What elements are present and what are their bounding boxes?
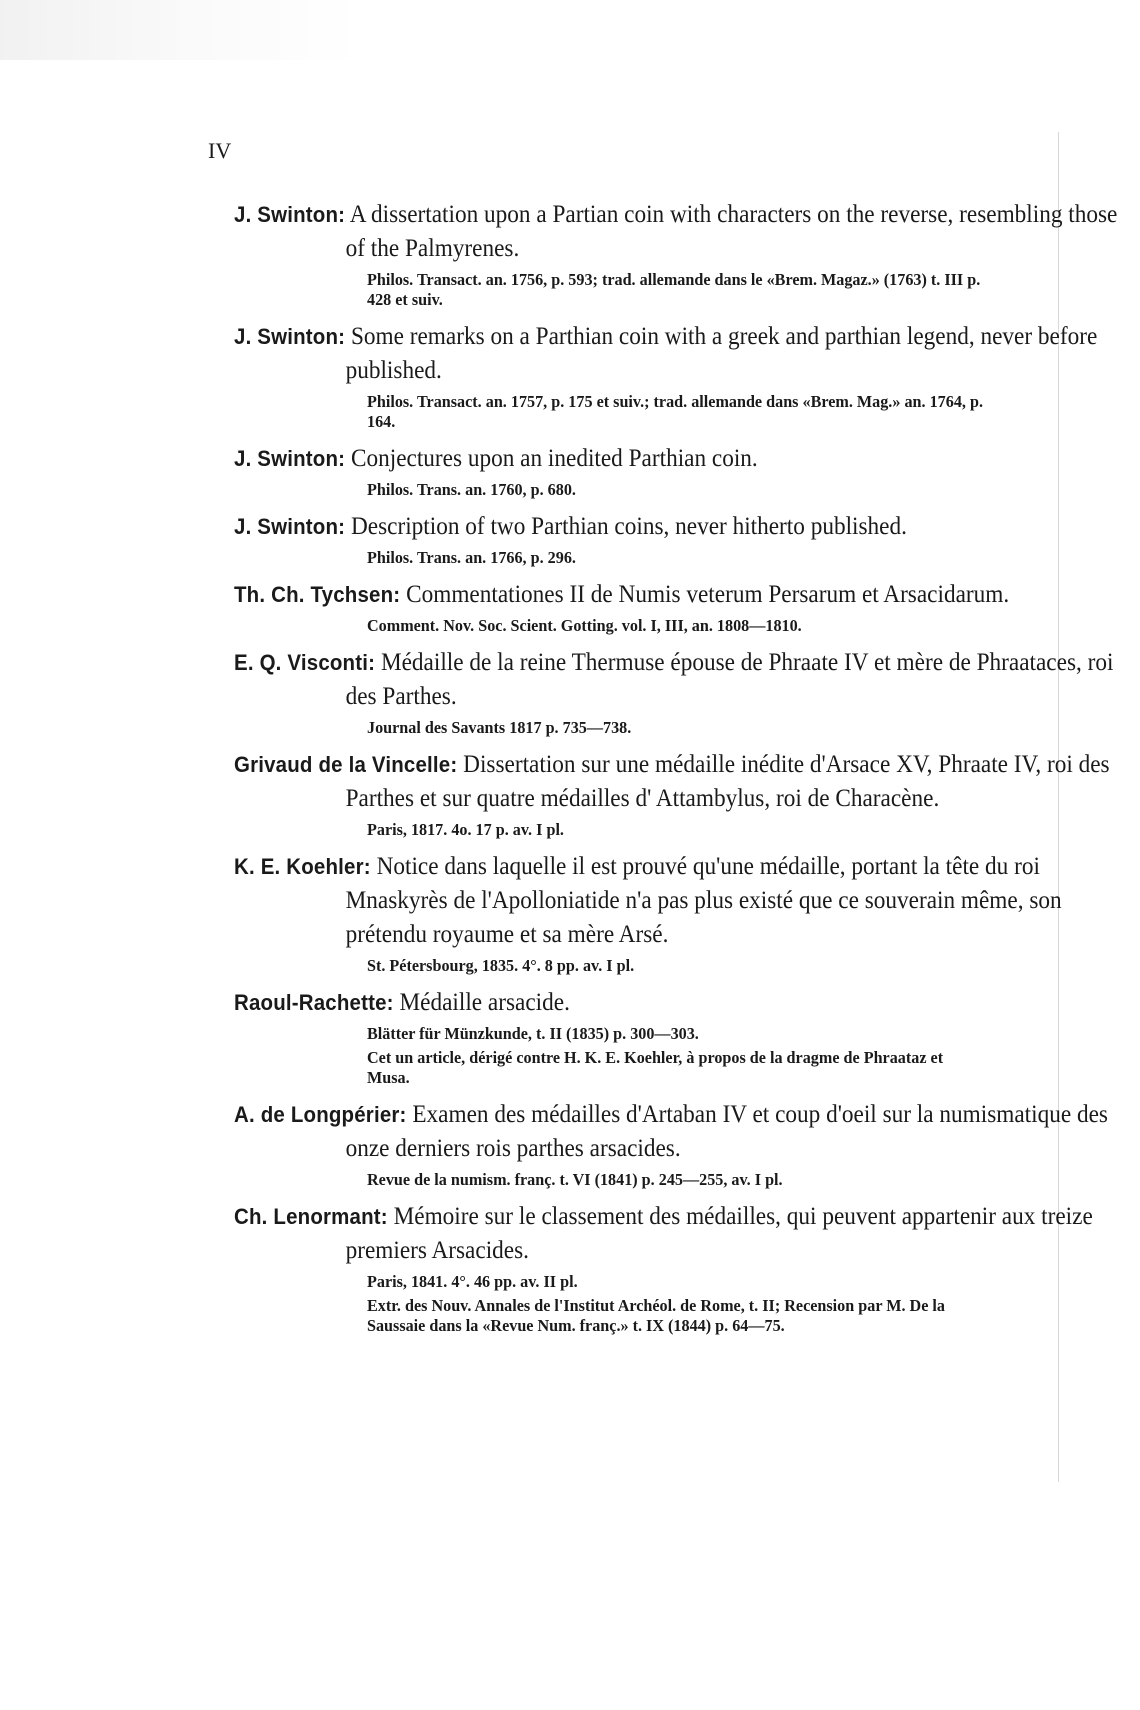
entry-reference: Philos. Trans. an. 1760, p. 680. [367,480,576,499]
bibliography-entry [234,646,1114,738]
bibliography-entry [234,1098,1108,1190]
page-number: IV [208,138,232,163]
entry-title: Description of two Parthian coins, never hitherto published. [350,513,907,540]
entry-title: Mémoire sur le classement des médailles, qui peuvent appartenir aux treize premiers Arsacides. [345,1203,1093,1264]
entry-author: J. Swinton: [234,324,346,349]
entry-reference: Paris, 1841. 4°. 46 pp. av. II pl. [367,1272,578,1291]
bibliography-entry [234,198,1118,310]
bibliography-entry [234,320,1098,432]
entry-title: Some remarks on a Parthian coin with a greek and parthian legend, never before published. [345,323,1098,384]
entry-title: Commentationes II de Numis veterum Persarum et Arsacidarum. [406,581,1010,608]
entry-reference-note: Cet un article, dérigé contre H. K. E. Koehler, à propos de la dragme de Phraataz et Musa. [367,1048,944,1087]
entry-heading [234,748,1139,816]
entry-title: Notice dans laquelle il est prouvé qu'une médaille, portant la tête du roi Mnaskyrès de l'Apolloniatide n'a pas plus existé que ce souverain même, son prétendu royaume et sa mère Arsé. [345,853,1062,948]
entry-title: Dissertation sur une médaille inédite d'Arsace XV, Phraate IV, roi des Parthes et sur quatre médailles d' Attambylus, roi de Characène. [345,751,1110,812]
bibliography-list [234,198,1118,1346]
entry-heading [234,850,1139,952]
entry-reference: Philos. Trans. an. 1766, p. 296. [367,548,576,567]
entry-heading [234,646,1139,714]
bibliography-entry [234,578,1024,636]
bibliography-entry [234,850,1062,976]
entry-author: J. Swinton: [234,202,346,227]
page-stain [0,0,360,60]
entry-reference: Revue de la numism. franç. t. VI (1841) p. 245—255, av. I pl. [367,1170,783,1189]
entry-reference: Philos. Transact. an. 1756, p. 593; trad. allemande dans le «Brem. Magaz.» (1763) t. III p. 428 et suiv. [367,270,981,309]
entry-title: A dissertation upon a Partian coin with characters on the reverse, resembling those of the Palmyrenes. [345,201,1118,262]
entry-heading [234,442,1139,476]
entry-author: K. E. Koehler: [234,854,371,879]
entry-title: Conjectures upon an inedited Parthian coin. [350,445,758,472]
entry-heading [234,198,1139,266]
entry-author: Th. Ch. Tychsen: [234,582,401,607]
entry-author: E. Q. Visconti: [234,650,376,675]
entry-heading [234,1200,1139,1268]
bibliography-entry [234,1200,1093,1336]
entry-heading [234,320,1139,388]
entry-author: J. Swinton: [234,446,346,471]
entry-author: A. de Longpérier: [234,1102,407,1127]
entry-reference: Blätter für Münzkunde, t. II (1835) p. 300—303. [367,1024,699,1043]
bibliography-entry [234,986,1024,1088]
entry-reference: Paris, 1817. 4o. 17 p. av. I pl. [367,820,564,839]
entry-heading [234,986,1139,1020]
entry-title: Médaille de la reine Thermuse épouse de Phraate IV et mère de Phraataces, roi des Parthes. [345,649,1114,710]
entry-reference: Journal des Savants 1817 p. 735—738. [367,718,632,737]
entry-author: Grivaud de la Vincelle: [234,752,458,777]
entry-reference: St. Pétersbourg, 1835. 4°. 8 pp. av. I pl. [367,956,635,975]
bibliography-entry [234,510,1024,568]
entry-title: Examen des médailles d'Artaban IV et coup d'oeil sur la numismatique des onze derniers rois parthes arsacides. [345,1101,1108,1162]
entry-reference-note: Extr. des Nouv. Annales de l'Institut Archéol. de Rome, t. II; Recension par M. De la Saussaie dans la «Revue Num. franç.» t. IX (1844) p. 64—75. [367,1296,945,1335]
bibliography-entry [234,442,1024,500]
entry-heading [234,1098,1139,1166]
entry-reference: Philos. Transact. an. 1757, p. 175 et suiv.; trad. allemande dans «Brem. Mag.» an. 1764, p. 164. [367,392,984,431]
bibliography-entry [234,748,1110,840]
entry-author: J. Swinton: [234,514,346,539]
entry-heading [234,510,1139,544]
entry-author: Raoul-Rachette: [234,990,394,1015]
entry-title: Médaille arsacide. [399,989,570,1016]
entry-heading [234,578,1139,612]
entry-author: Ch. Lenormant: [234,1204,388,1229]
entry-reference: Comment. Nov. Soc. Scient. Gotting. vol. I, III, an. 1808—1810. [367,616,802,635]
